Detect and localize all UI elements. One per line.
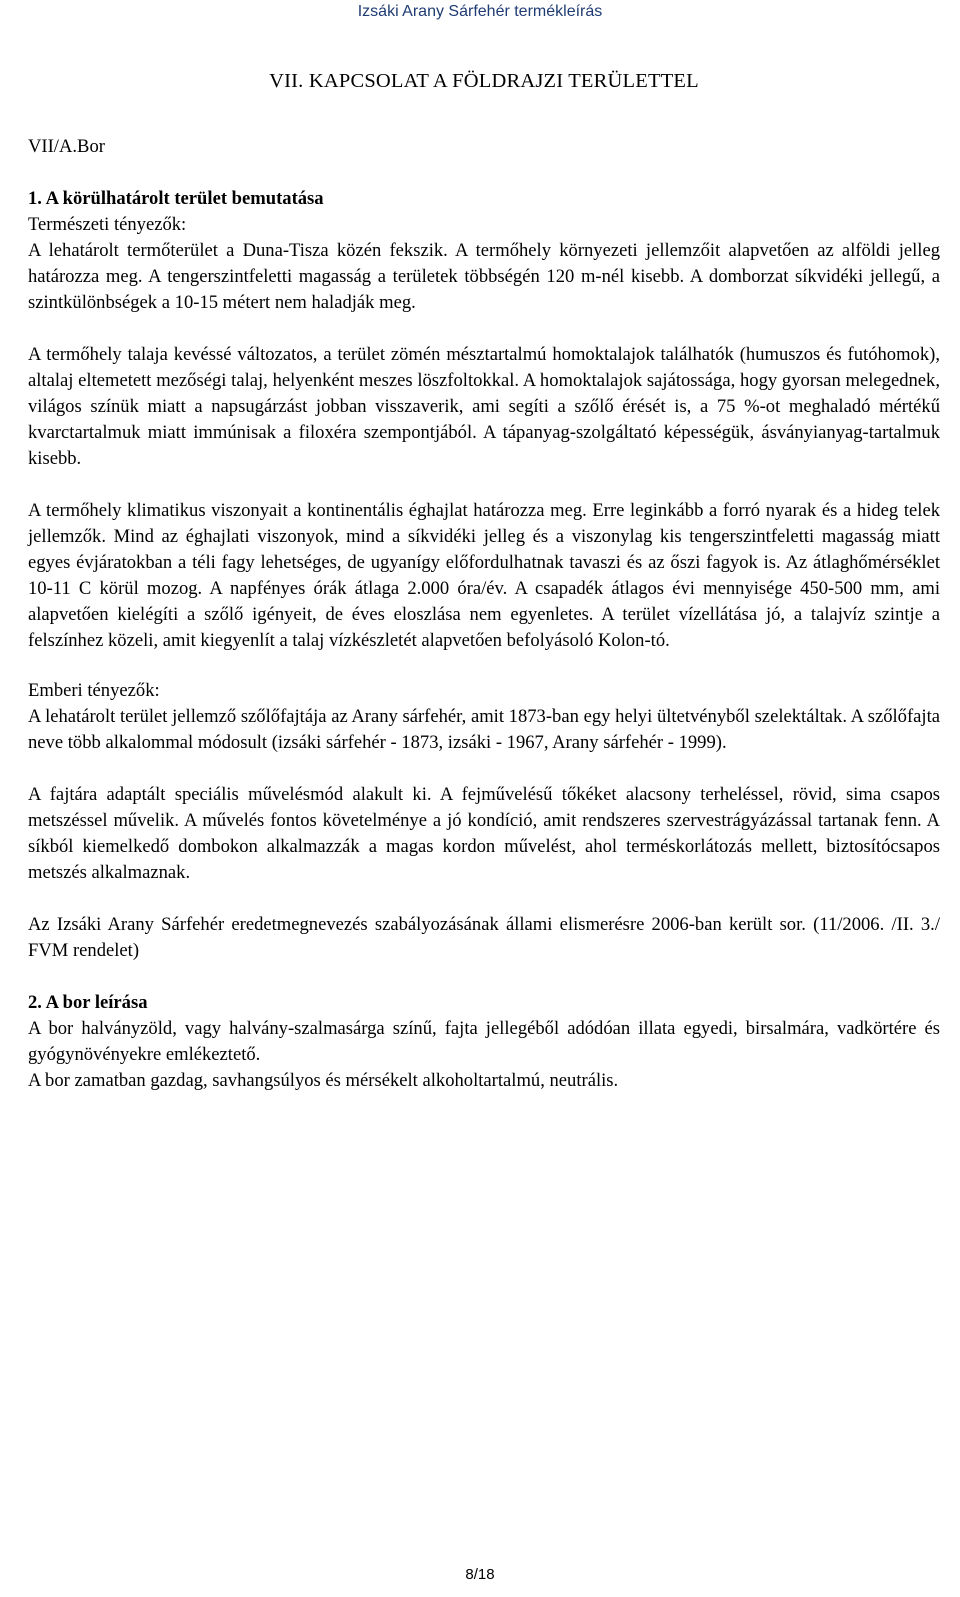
- paragraph-cultivation: A fajtára adaptált speciális művelésmód alakult ki. A fejművelésű tőkéket alacsony terheléssel, rövid, sima csapos metszéssel művelik. A művelés fontos követelménye a jó kondíció, amit rendszeres szervestrágyázással tartanak fenn. A síkból kiemelkedő dombokon alkalmazzák a magas kordon művelést, ahol terméskorlátozás mellett, biztosítócsapos metszés alkalmaznak.: [28, 784, 940, 883]
- paragraph-wine-color: A bor halványzöld, vagy halvány-szalmasárga színű, fajta jellegéből adódóan illata egyedi, birsalmára, vadkörtére és gyógynövényekre emlékeztető.: [28, 1018, 940, 1065]
- section-heading-2: 2. A bor leírása: [28, 992, 148, 1013]
- paragraph-soil: A termőhely talaja kevéssé változatos, a terület zömén mésztartalmú homoktalajok találhatók (humuszos és futóhomok), altalaj eltemetett mezőségi talaj, helyenként meszes löszfoltokkal. A homoktalajok sajátossága, hogy gyorsan melegednek, világos színük miatt a napsugárzást jobban visszaverik, ami segíti a szőlő érését is, a 75 %-ot meghaladó mértékű kvarctartalmuk miatt immúnisak a filoxéra szempontjából. A tápanyag-szolgáltató képességük, ásványianyag-tartalmuk kisebb.: [28, 344, 940, 469]
- subheading-human-factors: Emberi tényezők:: [28, 680, 160, 701]
- paragraph-wine-taste: A bor zamatban gazdag, savhangsúlyos és mérsékelt alkoholtartalmú, neutrális.: [28, 1070, 619, 1091]
- paragraph-terrain: A lehatárolt termőterület a Duna-Tisza közén fekszik. A termőhely környezeti jellemzőit alapvetően az alföldi jelleg határozza meg. A tengerszintfeletti magasság a területek többségén 120 m-nél kisebb. A domborzat síkvidéki jellegű, a szintkülönbségek a 10-15 métert nem haladják meg.: [28, 240, 940, 313]
- section-heading-1: 1. A körülhatárolt terület bemutatása: [28, 188, 324, 209]
- paragraph-climate: A termőhely klimatikus viszonyait a kontinentális éghajlat határozza meg. Erre leginkább a forró nyarak és a hideg telek jellemzők. Mind az éghajlati viszonyok, mind a síkvidéki jelleg és a viszonylag kis tengerszintfeletti magasság miatt egyes évjáratokban a téli fagy lehetséges, de ugyanígy előfordulhatnak tavaszi és az őszi fagyok is. Az átlaghőmérséklet 10-11 C körül mozog. A napfényes órák átlaga 2.000 óra/év. A csapadék átlagos évi mennyisége 450-500 mm, ami alapvetően kielégíti a szőlő igényeit, de éves eloszlása nem egyenletes. A terület vízellátása jó, a talajvíz szintje a felszínhez közeli, amit kiegyenlít a talaj vízkészletét alapvetően befolyásoló Kolon-tó.: [28, 500, 940, 651]
- subheading-natural-factors: Természeti tényezők:: [28, 214, 187, 235]
- document-body: [28, 68, 940, 1094]
- paragraph-recognition: Az Izsáki Arany Sárfehér eredetmegnevezés szabályozásának állami elismerésre 2006-ban került sor. (11/2006. /II. 3./ FVM rendelet): [28, 914, 940, 961]
- section-label: VII/A.Bor: [28, 136, 105, 157]
- page-number: 8/18: [465, 1566, 495, 1583]
- chapter-title: VII. KAPCSOLAT A FÖLDRAJZI TERÜLETTEL: [269, 70, 699, 92]
- running-header: Izsáki Arany Sárfehér termékleírás: [357, 3, 603, 20]
- paragraph-grape-variety: A lehatárolt terület jellemző szőlőfajtája az Arany sárfehér, amit 1873-ban egy helyi ültetvényből szelektáltak. A szőlőfajta neve több alkalommal módosult (izsáki sárfehér - 1873, izsáki - 1967, Arany sárfehér - 1999).: [28, 706, 940, 753]
